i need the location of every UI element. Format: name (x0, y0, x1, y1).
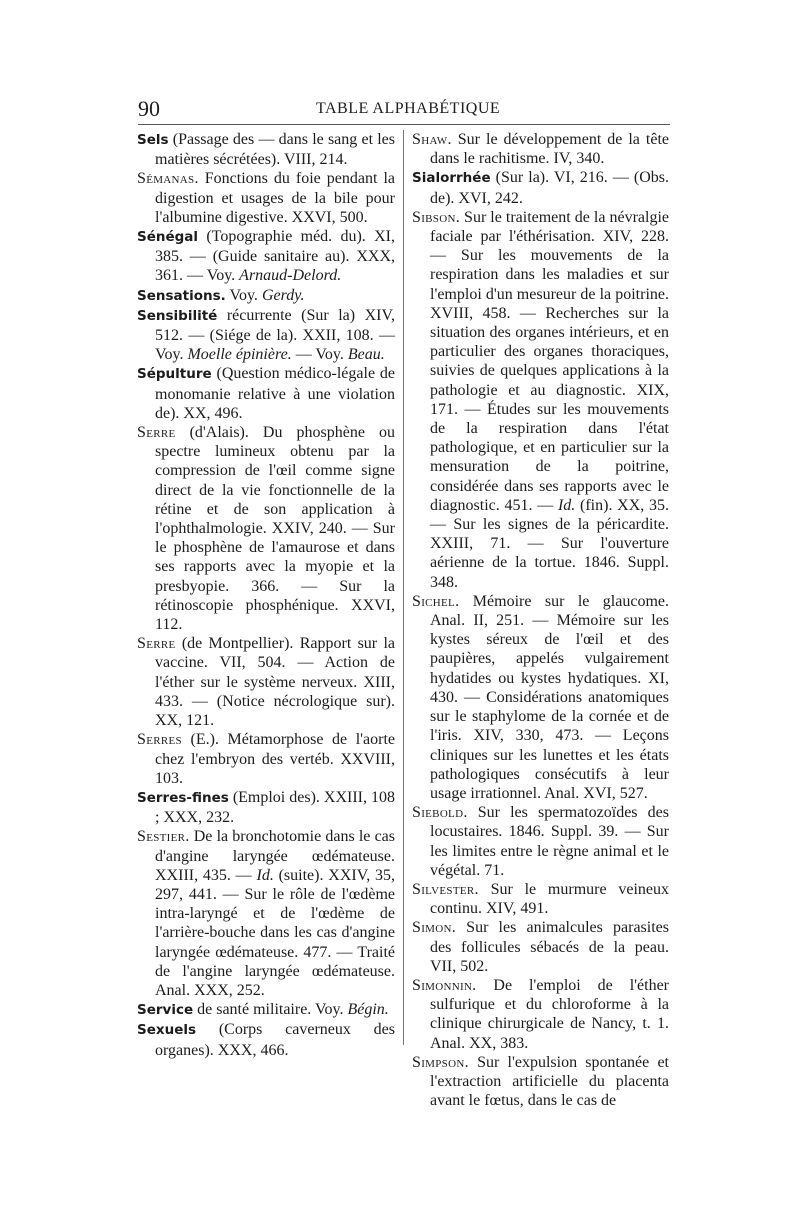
index-entry (137, 730, 395, 788)
entry-headword: Serre (137, 424, 176, 442)
entry-text: (Passage des — dans le sang et les matières sécrétées). VIII, 214. (155, 131, 395, 169)
entry-headword: Sensations. (137, 287, 226, 304)
index-entry (137, 788, 395, 827)
entry-text: De l'emploi de l'éther sulfurique et du chloroforme à la clinique chirurgicale de Nancy, t. 1. Anal. XX, 383. (430, 976, 669, 1052)
index-entry (137, 364, 395, 423)
column-divider (403, 130, 404, 1045)
entry-reference: Moelle épinière. (187, 346, 292, 364)
entry-headword: Service (137, 1002, 194, 1019)
entry-text: Sur les animalcules parasites des follicules sébacés de la peau. VII, 502. (430, 919, 669, 975)
entry-headword: Sémanas. (137, 170, 199, 188)
entry-headword: Shaw. (412, 131, 452, 148)
index-entry (412, 208, 669, 592)
entry-headword: Sibson. (412, 208, 461, 226)
entry-text: Mémoire sur le glaucome. Anal. II, 251. — Mémoire sur les kystes séreux de l'œil et des paupières, appelés vulgairement hydatides ou kystes hydatiques. XI, 430. — Considérations anatomiques sur le staphylome de la cornée et de l'iris. XIV, 330, 473. — Leçons cliniques sur les lunettes et les états pathologiques consécutifs à leur usage irrationnel. Anal. XVI, 527. (430, 592, 669, 802)
entry-reference: Arnaud-Delord. (239, 267, 342, 285)
page-header (138, 96, 668, 124)
entry-text: Sur le traitement de la névralgie faciale par l'éthérisation. XIV, 228. — Sur les mouvements de la respiration dans les maladies et sur l'emploi d'un mesureur de la poitrine. XVIII, 458. — Recherches sur la situation des organes intérieurs, et en particulier des organes thoraciques, suivies de quelques applications à la pathologie et au diagnostic. XIX, 171. — Études sur les mouvements de la respiration dans l'état pathologique, et en particulier sur la mensuration de la poitrine, considérée dans ses rapports avec le diagnostic. 451. — (430, 208, 669, 514)
index-entry (412, 880, 669, 918)
entry-headword: Simpson. (412, 1053, 469, 1071)
page-number: 90 (138, 96, 160, 121)
entry-headword: Silvester. (412, 880, 479, 898)
entry-headword: Sialorrhée (412, 170, 491, 187)
entry-headword: Siebold. (412, 804, 468, 822)
entry-text: (Topographie méd. du). XI, 385. — (Guide sanitaire au). XXX, 361. — Voy. (155, 228, 395, 285)
entry-text: (d'Alais). Du phosphène ou spectre lumineux obtenu par la compression de l'œil comme signe direct de la vie fonctionnelle de la rétine et de son application à l'ophthalmologie. XXIV, 240. — Sur le phosphène de l'amaurose et dans ses rapports avec la myopie et la presbyopie. 366. — Sur la rétinoscopie phosphénique. XXVI, 112. (155, 424, 395, 634)
entry-text: Sur l'expulsion spontanée et l'extraction artificielle du placenta avant le fœtus, dans le cas de (430, 1053, 669, 1110)
entry-text: (Corps caverneux des organes). XXX, 466. (155, 1021, 395, 1059)
entry-headword: Sestier. (137, 828, 190, 846)
entry-headword: Sensibilité (137, 307, 218, 324)
header-rule (138, 124, 670, 125)
entry-text: (suite). XXIV, 35, 297, 441. — Sur le rôle de l'œdème intra-laryngé et de l'œdème de l'arrière-bouche dans les cas d'angine laryngée œdémateuse. 477. — Traité de l'angine laryngée œdémateuse. Anal. XXX, 252. (155, 866, 396, 999)
left-column (137, 130, 395, 1060)
entry-headword: Simon. (412, 919, 457, 937)
entry-text: Voy. (225, 286, 262, 304)
entry-text: (fin). XX, 35. — Sur les signes de la péricardite. XXIII, 71. — Sur l'ouverture aérienne de la tortue. 1846. Suppl. 348. (430, 496, 669, 591)
entry-text: (E.). Métamorphose de l'aorte chez l'embryon des vertéb. XXVIII, 103. (155, 731, 395, 787)
entry-text: (Question médico-légale de monomanie relative à une violation de). XX, 496. (155, 365, 395, 422)
index-entry (412, 803, 669, 880)
entry-text: Sur les spermatozoïdes des locustaires. 1846. Suppl. 39. — Sur les limites entre le règne animal et le végétal. 71. (430, 804, 669, 879)
index-entry (137, 423, 395, 634)
index-entry (412, 168, 669, 207)
entry-text: Fonctions du foie pendant la digestion et usages de la bile pour l'albumine digestive. XXVI, 500. (155, 170, 395, 226)
index-entry (137, 130, 395, 169)
index-entry (412, 976, 669, 1053)
entry-headword: Serre (137, 635, 176, 653)
entry-reference: Id. (557, 496, 576, 514)
index-entry (412, 592, 669, 803)
entry-headword: Sexuels (137, 1022, 197, 1039)
entry-reference: Beau. (347, 346, 385, 364)
entry-text: (Emploi des). XXIII, 108 ; XXX, 232. (155, 788, 395, 827)
index-entry (412, 918, 669, 976)
index-entry (137, 227, 395, 286)
entry-headword: Sels (137, 132, 169, 148)
entry-headword: Simonnin. (412, 976, 477, 994)
entry-text: récurrente (Sur la) XIV, 512. — (Siége de la). XXII, 108. — Voy. (155, 306, 395, 364)
index-entry (137, 169, 395, 227)
entry-text: Sur le murmure veineux continu. XIV, 491. (430, 880, 669, 918)
entry-text: — Voy. (291, 346, 348, 364)
entry-reference: Id. (256, 866, 274, 884)
index-entry (137, 1020, 395, 1059)
index-entry (137, 306, 395, 365)
entry-text: (de Montpellier). Rapport sur la vaccine. VII, 504. — Action de l'éther sur le système nerveux. XIII, 433. — (Notice nécrologique sur). XX, 121. (155, 635, 395, 730)
entry-headword: Sichel. (412, 592, 460, 610)
entry-text: Sur le développement de la tête dans le rachitisme. IV, 340. (430, 131, 669, 168)
entry-headword: Serres-fines (137, 789, 229, 806)
index-entry (412, 130, 669, 168)
index-entry (137, 1000, 395, 1020)
entry-headword: Serres (137, 731, 182, 749)
running-title: TABLE ALPHABÉTIQUE (316, 100, 501, 117)
index-entry (137, 827, 395, 1000)
entry-text: De la bronchotomie dans le cas d'angine laryngée œdémateuse. XXIII, 435. — (155, 828, 395, 884)
right-column (412, 130, 669, 1110)
entry-headword: Sénégal (137, 229, 199, 246)
index-entry (412, 1053, 669, 1111)
entry-headword: Sépulture (137, 366, 212, 383)
entry-reference: Bégin. (347, 1001, 389, 1019)
index-entry (137, 286, 395, 306)
index-entry (137, 634, 395, 730)
entry-reference: Gerdy. (261, 286, 305, 304)
entry-text: (Sur la). VI, 216. — (Obs. de). XVI, 242. (430, 169, 669, 207)
entry-text: de santé militaire. Voy. (193, 1001, 348, 1019)
